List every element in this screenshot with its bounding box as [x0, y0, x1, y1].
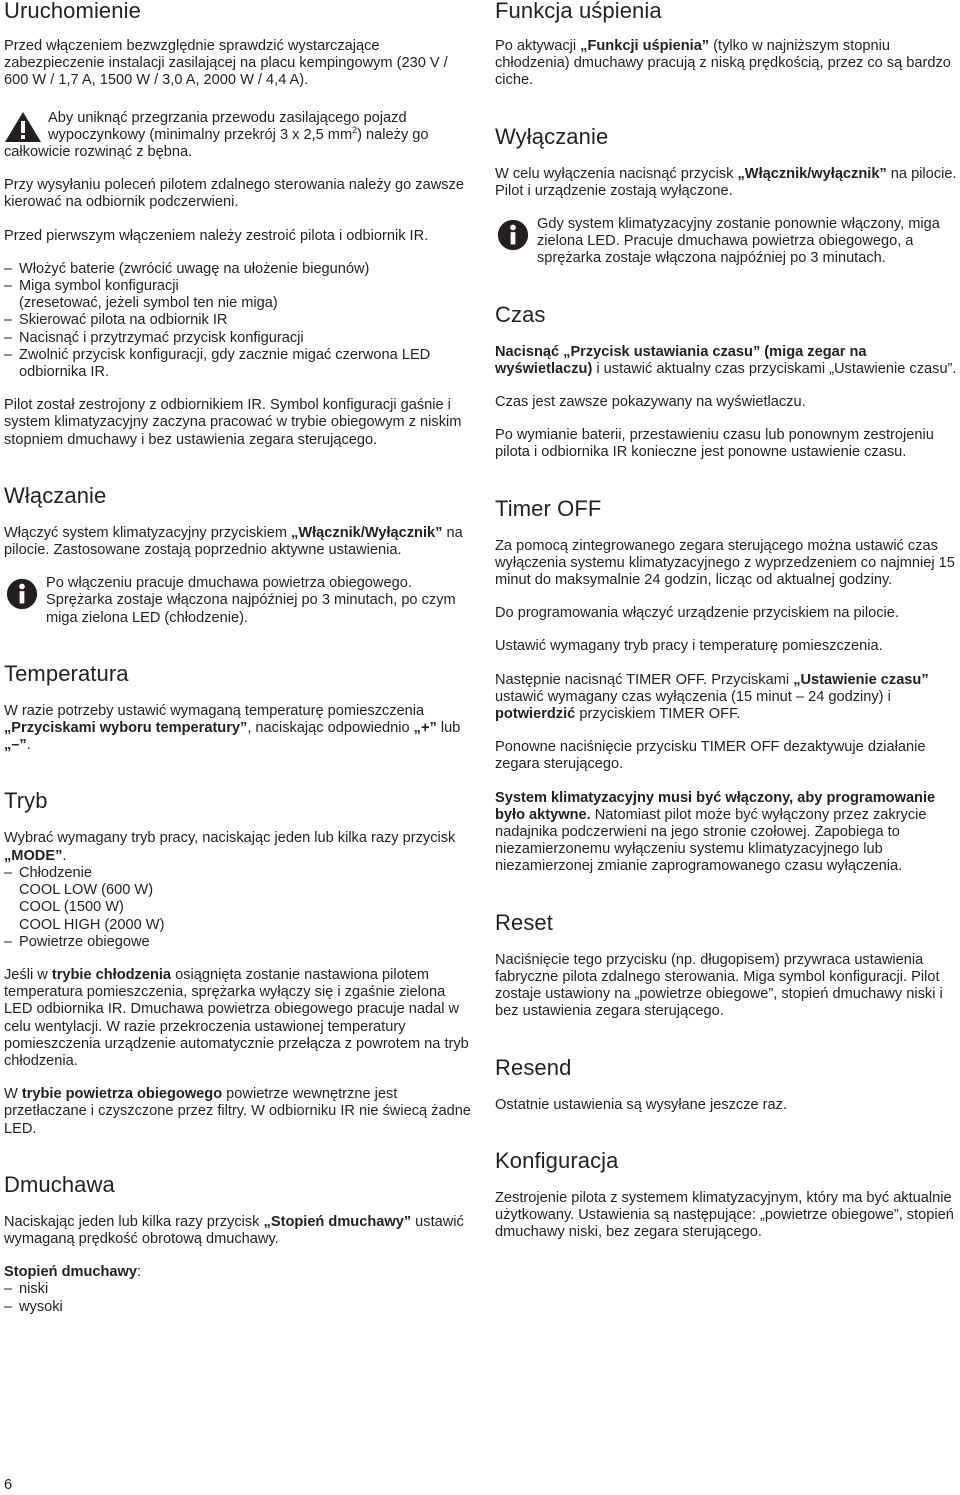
- warning-note: [4, 110, 474, 162]
- paragraph: Ostatnie ustawienia są wysyłane jeszcze raz.: [495, 1096, 788, 1113]
- heading-wlaczanie: Włączanie: [4, 482, 107, 508]
- heading-resend: Resend: [495, 1054, 572, 1080]
- sub-item: COOL (1500 W): [19, 899, 124, 916]
- list-item: – Skierować pilota na odbiornik IR: [4, 312, 228, 329]
- paragraph: Naciśnięcie tego przycisku (np. długopisem) przywraca ustawienia fabryczne pilota zdalnego sterowania. Miga symbol konfiguracji. Pilot zostaje ustawiony na „powietrze obiegowe”, stopień dmuchawy niski i bez ustawienia zegara sterującego.: [495, 951, 943, 1020]
- list-item: – Nacisnąć i przytrzymać przycisk konfiguracji: [4, 329, 304, 346]
- warning-triangle-icon: [4, 110, 42, 144]
- heading-reset: Reset: [495, 909, 553, 935]
- warning-text-b: ) należy go całkowicie rozwinąć z bębna.: [4, 126, 429, 161]
- left-column: [4, 0, 474, 1332]
- warning-text-a: Aby uniknąć przegrzania przewodu zasilającego pojazd wypoczynkowy (minimalny przekrój 3 x 2,5 mm: [48, 109, 407, 143]
- list-item: – Chłodzenie COOL LOW (600 W) COOL (1500 W) COOL HIGH (2000 W): [4, 865, 474, 934]
- info-text: Po włączeniu pracuje dmuchawa powietrza obiegowego. Sprężarka zostaje włączona najpóźniej po 3 minutach, po czym miga zielona LED (chłodzenie).: [46, 575, 456, 626]
- paragraph: Ustawić wymagany tryb pracy i temperaturę pomieszczenia.: [495, 638, 883, 655]
- heading-konfiguracja: Konfiguracja: [495, 1147, 619, 1173]
- paragraph: Ponowne naciśnięcie przycisku TIMER OFF dezaktywuje działanie zegara sterującego.: [495, 739, 926, 773]
- paragraph: Stopień dmuchawy:: [4, 1264, 142, 1281]
- info-text: Gdy system klimatyzacyjny zostanie ponownie włączony, miga zielona LED. Pracuje dmuchawa powietrza obiegowego, a sprężarka zostaje włączona najpóźniej po 3 minutach.: [537, 216, 940, 267]
- paragraph: Zestrojenie pilota z systemem klimatyzacyjnym, który ma być aktualnie użytkowany. Ustawienia są następujące: „powietrze obiegowe”, stopień dmuchawy niski, bez zegara sterującego.: [495, 1189, 954, 1241]
- paragraph: W trybie powietrza obiegowego powietrze wewnętrzne jest przetłaczane i czyszczone przez filtry. W odbiorniku IR nie świecą żadne LED.: [4, 1086, 471, 1137]
- sub-item: COOL HIGH (2000 W): [19, 916, 165, 933]
- right-column: [495, 0, 957, 1257]
- list-item: – Włożyć baterie (zwrócić uwagę na ułożenie biegunów): [4, 260, 370, 277]
- paragraph: Do programowania włączyć urządzenie przyciskiem na pilocie.: [495, 605, 899, 622]
- paragraph: System klimatyzacyjny musi być włączony, aby programowanie było aktywne. Natomiast pilot może być wyłączony przez zakrycie nadajnika podczerwieni na jego stronie czołowej. Zapobiega to niezamierzonemu wyłączeniu systemu klimatyzacyjnego lub niezamierzonej zmianie zaprogramowanego czasu wyłączenia.: [495, 789, 936, 875]
- warning-superscript: 2: [352, 124, 358, 135]
- paragraph: Po wymianie baterii, przestawieniu czasu lub ponownym zestrojeniu pilota i odbiornika IR konieczne jest ponowne ustawienie czasu.: [495, 427, 934, 461]
- heading-temperatura: Temperatura: [4, 660, 129, 686]
- paragraph: Przed włączeniem bezwzględnie sprawdzić wystarczające zabezpieczenie instalacji zasilającej na placu kempingowym (230 V / 600 W / 1,7 A, 1500 W / 3,0 A, 2000 W / 4,4 A).: [4, 38, 448, 89]
- heading-tryb: Tryb: [4, 788, 48, 814]
- mode-list: [4, 865, 474, 951]
- paragraph: Wybrać wymagany tryb pracy, naciskając jeden lub kilka razy przycisk „MODE”.: [4, 830, 456, 864]
- paragraph: W celu wyłączenia nacisnąć przycisk „Włącznik/wyłącznik” na pilocie. Pilot i urządzenie zostają wyłączone.: [495, 165, 957, 199]
- paragraph: Czas jest zawsze pokazywany na wyświetlaczu.: [495, 394, 806, 411]
- heading-funkcja-uspienia: Funkcja uśpienia: [495, 0, 662, 23]
- paragraph: Pilot został zestrojony z odbiornikiem IR. Symbol konfiguracji gaśnie i system klimatyzacyjny zaczyna pracować w trybie obiegowym z niskim stopniem dmuchawy i bez ustawienia zegara sterującego.: [4, 397, 462, 448]
- paragraph: Następnie nacisnąć TIMER OFF. Przyciskami „Ustawienie czasu” ustawić wymagany czas wyłączenia (15 minut – 24 godziny) i potwierdzić przyciskiem TIMER OFF.: [495, 671, 929, 723]
- list-item: – Powietrze obiegowe: [4, 933, 150, 950]
- list-item: – Miga symbol konfiguracji (zresetować, jeżeli symbol ten nie miga): [4, 278, 278, 312]
- paragraph: Jeśli w trybie chłodzenia osiągnięta zostanie nastawiona pilotem temperatura pomieszczenia, sprężarka wyłączy się i zgaśnie zielona LED odbiornika IR. Dmuchawa powietrza obiegowego pracuje nadal w celu wentylacji. W razie przekroczenia ustawionej temperatury pomieszczenia urządzenie automatycznie przełącza z powrotem na tryb chłodzenia.: [4, 966, 469, 1069]
- info-icon: [495, 218, 531, 252]
- paragraph: Nacisnąć „Przycisk ustawiania czasu” (miga zegar na wyświetlaczu) i ustawić aktualny czas przyciskami „Ustawienie czasu”.: [495, 343, 957, 377]
- heading-dmuchawa: Dmuchawa: [4, 1171, 115, 1197]
- heading-wylaczanie: Wyłączanie: [495, 123, 609, 149]
- info-icon: [4, 577, 40, 611]
- heading-timer-off: Timer OFF: [495, 495, 602, 521]
- setup-steps-list: [4, 261, 474, 381]
- paragraph: Włączyć system klimatyzacyjny przyciskiem „Włącznik/Wyłącznik” na pilocie. Zastosowane zostają poprzednio aktywne ustawienia.: [4, 524, 463, 559]
- heading-uruchomienie: Uruchomienie: [4, 0, 141, 23]
- paragraph: Naciskając jeden lub kilka razy przycisk „Stopień dmuchawy” ustawić wymaganą prędkość obrotową dmuchawy.: [4, 1213, 464, 1247]
- sub-item: COOL LOW (600 W): [19, 882, 154, 899]
- info-note: [4, 575, 474, 627]
- paragraph: Po aktywacji „Funkcji uśpienia” (tylko w najniższym stopniu chłodzenia) dmuchawy pracują z niską prędkością, przez co są bardzo ciche.: [495, 38, 951, 89]
- paragraph: W razie potrzeby ustawić wymaganą temperaturę pomieszczenia „Przyciskami wyboru temperatury”, naciskając odpowiednio „+” lub „–”.: [4, 702, 461, 754]
- paragraph: Przy wysyłaniu poleceń pilotem zdalnego sterowania należy go zawsze kierować na odbiornik podczerwieni.: [4, 177, 464, 211]
- list-item: – Zwolnić przycisk konfiguracji, gdy zacznie migać czerwona LED odbiornika IR.: [4, 346, 431, 381]
- heading-czas: Czas: [495, 301, 546, 327]
- paragraph: Za pomocą zintegrowanego zegara sterującego można ustawić czas wyłączenia systemu klimatyzacyjnego z wyprzedzeniem co najmniej 15 minut do maksymalnie 24 godzin, licząc od aktualnej godziny.: [495, 537, 955, 589]
- fan-level-list: [4, 1281, 474, 1315]
- info-note: [495, 216, 957, 268]
- list-item: – wysoki: [4, 1298, 63, 1315]
- paragraph: Przed pierwszym włączeniem należy zestroić pilota i odbiornik IR.: [4, 227, 429, 244]
- list-item: – niski: [4, 1281, 49, 1298]
- page-number: 6: [4, 1477, 13, 1493]
